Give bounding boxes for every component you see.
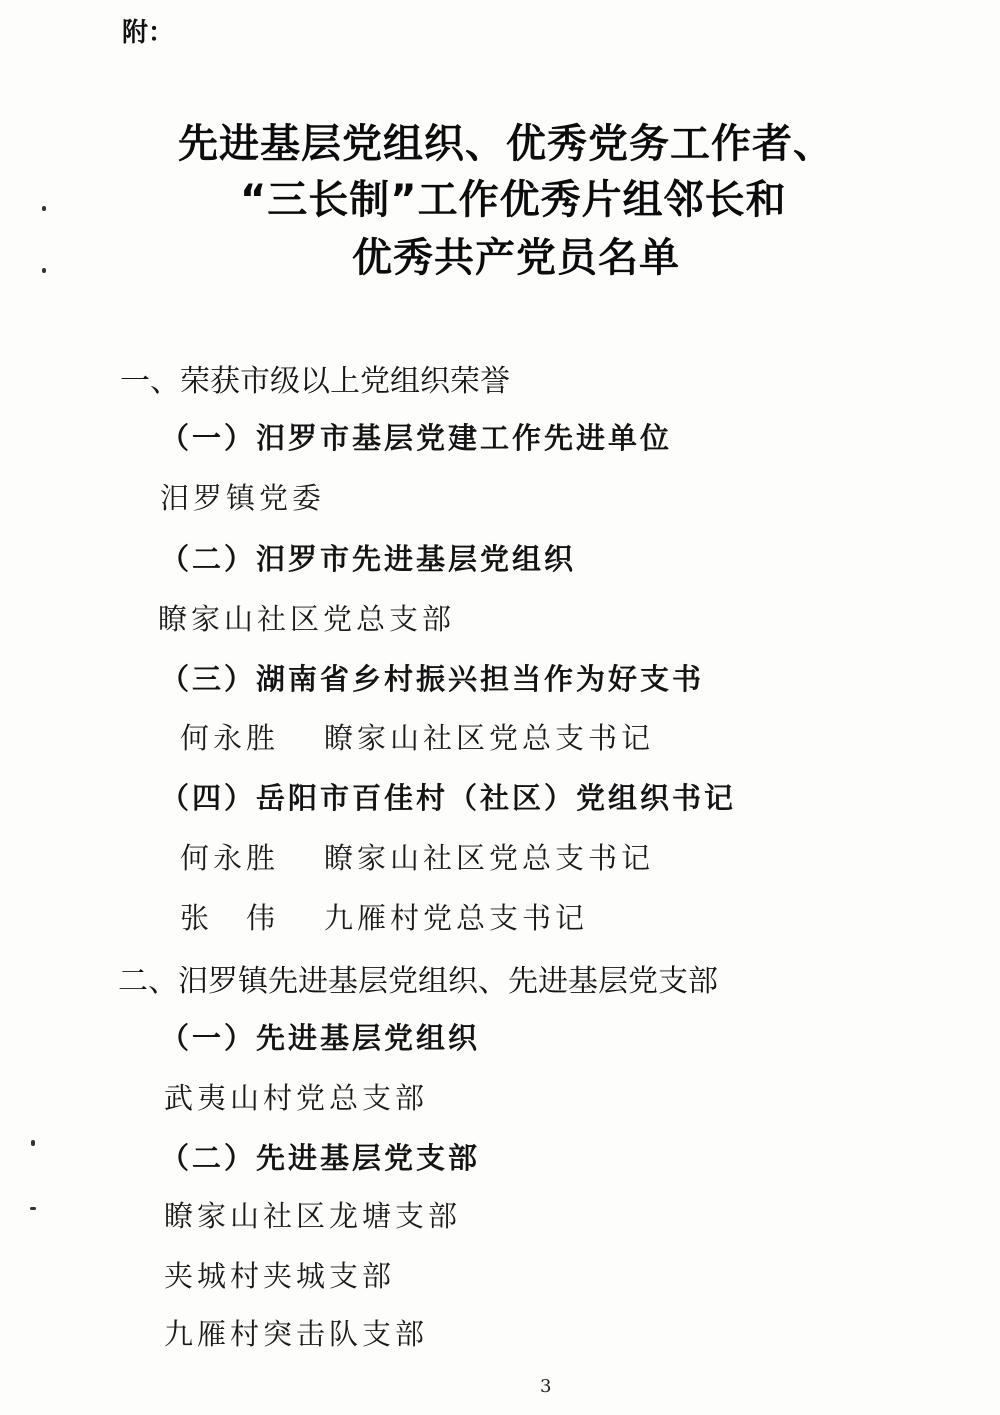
margin-speck xyxy=(31,1140,35,1146)
title-line-3: 优秀共产党员名单 xyxy=(352,235,680,281)
section-1-sub-2-entry: 瞭家山社区党总支部 xyxy=(158,602,456,636)
attachment-label: 附： xyxy=(122,18,175,48)
person-role: 九雁村党总支书记 xyxy=(324,901,589,935)
section-1-sub-4-heading: （四）岳阳市百佳村（社区）党组织书记 xyxy=(160,781,737,815)
section-1-sub-1-heading: （一）汨罗市基层党建工作先进单位 xyxy=(160,421,673,455)
section-2-sub-1-heading: （一）先进基层党组织 xyxy=(160,1021,481,1055)
person-role: 瞭家山社区党总支书记 xyxy=(324,721,655,755)
section-2-sub-2-entry: 夹城村夹城支部 xyxy=(164,1259,396,1293)
section-2-sub-2-heading: （二）先进基层党支部 xyxy=(160,1141,481,1175)
person-name: 何永胜 xyxy=(180,721,280,755)
section-1-heading: 一、荣获市级以上党组织荣誉 xyxy=(120,364,510,399)
section-2-sub-2-entry: 九雁村突击队支部 xyxy=(164,1317,429,1351)
section-2-sub-1-entry: 武夷山村党总支部 xyxy=(164,1081,429,1115)
margin-speck xyxy=(42,268,46,273)
person-name: 何永胜 xyxy=(180,841,280,875)
title-line-1: 先进基层党组织、优秀党务工作者、 xyxy=(178,121,834,167)
page-number: 3 xyxy=(540,1376,552,1397)
margin-speck xyxy=(42,206,46,211)
section-2-sub-2-entry: 瞭家山社区龙塘支部 xyxy=(164,1199,462,1233)
person-role: 瞭家山社区党总支书记 xyxy=(324,841,655,875)
section-1-sub-1-entry: 汨罗镇党委 xyxy=(160,481,326,515)
margin-speck xyxy=(30,1207,36,1210)
section-1-sub-2-heading: （二）汨罗市先进基层党组织 xyxy=(160,542,577,576)
section-2-heading: 二、汨罗镇先进基层党组织、先进基层党支部 xyxy=(118,964,718,999)
title-line-2: “三长制”工作优秀片组邻长和 xyxy=(240,177,787,223)
person-name: 张 伟 xyxy=(180,901,280,935)
section-1-sub-3-heading: （三）湖南省乡村振兴担当作为好支书 xyxy=(160,662,705,696)
